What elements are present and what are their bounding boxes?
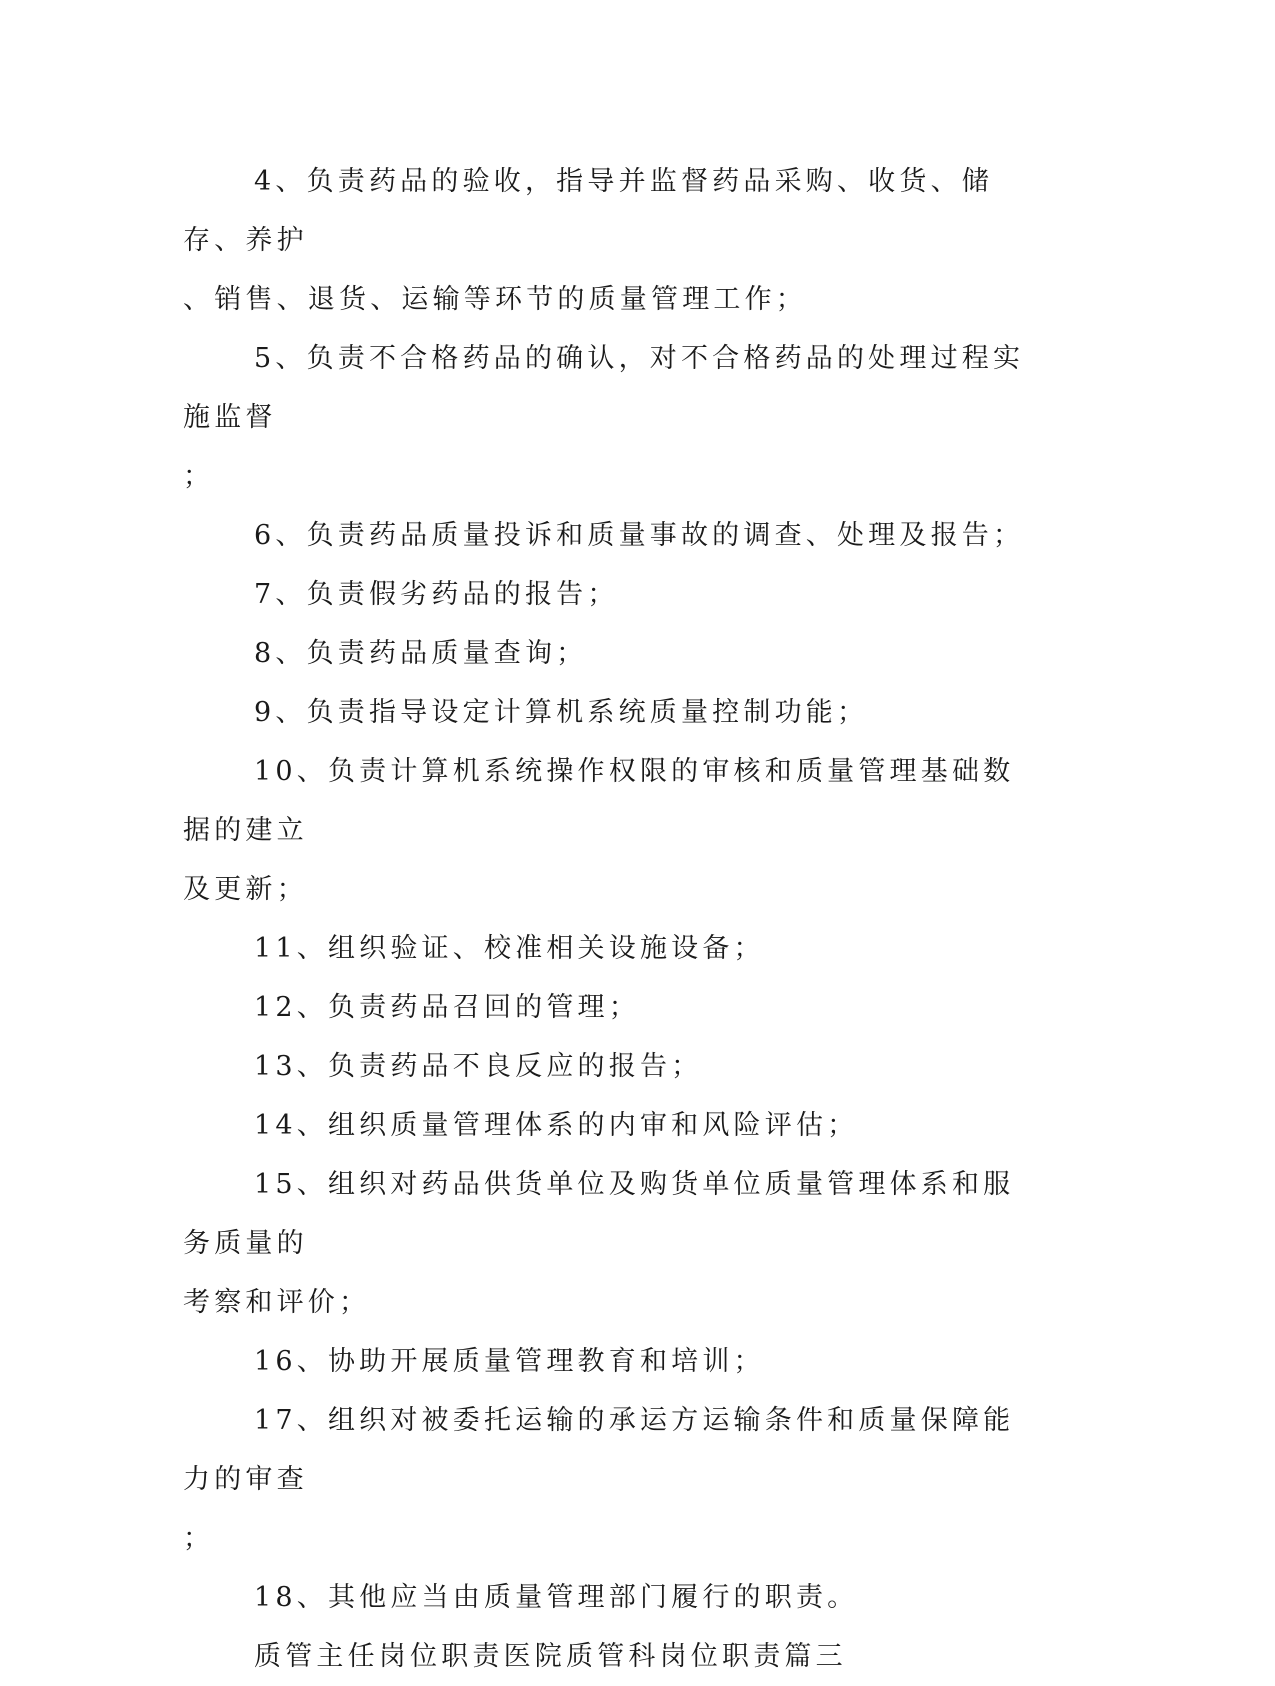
paragraph-item-11: 11、组织验证、校准相关设施设备；: [254, 933, 765, 964]
paragraph-item-14: 14、组织质量管理体系的内审和风险评估；: [254, 1110, 859, 1141]
paragraph-item-8: 8、负责药品质量查询；: [254, 638, 588, 669]
paragraph-item-15: 15、组织对药品供货单位及购货单位质量管理体系和服务质量的 考察和评价；: [183, 1169, 1015, 1318]
paragraph-item-12: 12、负责药品召回的管理；: [254, 992, 640, 1023]
paragraph-item-17: 17、组织对被委托运输的承运方运输条件和质量保障能力的审查 ；: [183, 1405, 1015, 1554]
document-body: [183, 152, 1043, 1686]
paragraph-item-5: 5、负责不合格药品的确认，对不合格药品的处理过程实施监督 ；: [183, 343, 1025, 492]
paragraph-item-16: 16、协助开展质量管理教育和培训；: [254, 1346, 765, 1377]
paragraph-item-13: 13、负责药品不良反应的报告；: [254, 1051, 703, 1082]
paragraph-item-6: 6、负责药品质量投诉和质量事故的调查、处理及报告；: [254, 520, 1025, 551]
paragraph-item-9: 9、负责指导设定计算机系统质量控制功能；: [254, 697, 869, 728]
paragraph-item-10: 10、负责计算机系统操作权限的审核和质量管理基础数据的建立 及更新；: [183, 756, 1015, 905]
section-heading: 质管主任岗位职责医院质管科岗位职责篇三: [254, 1641, 847, 1672]
paragraph-item-7: 7、负责假劣药品的报告；: [254, 579, 619, 610]
paragraph-item-18: 18、其他应当由质量管理部门履行的职责。: [254, 1582, 859, 1613]
paragraph-item-4: 4、负责药品的验收，指导并监督药品采购、收货、储存、养护 、销售、退货、运输等环节的质量管理工作；: [183, 166, 993, 315]
